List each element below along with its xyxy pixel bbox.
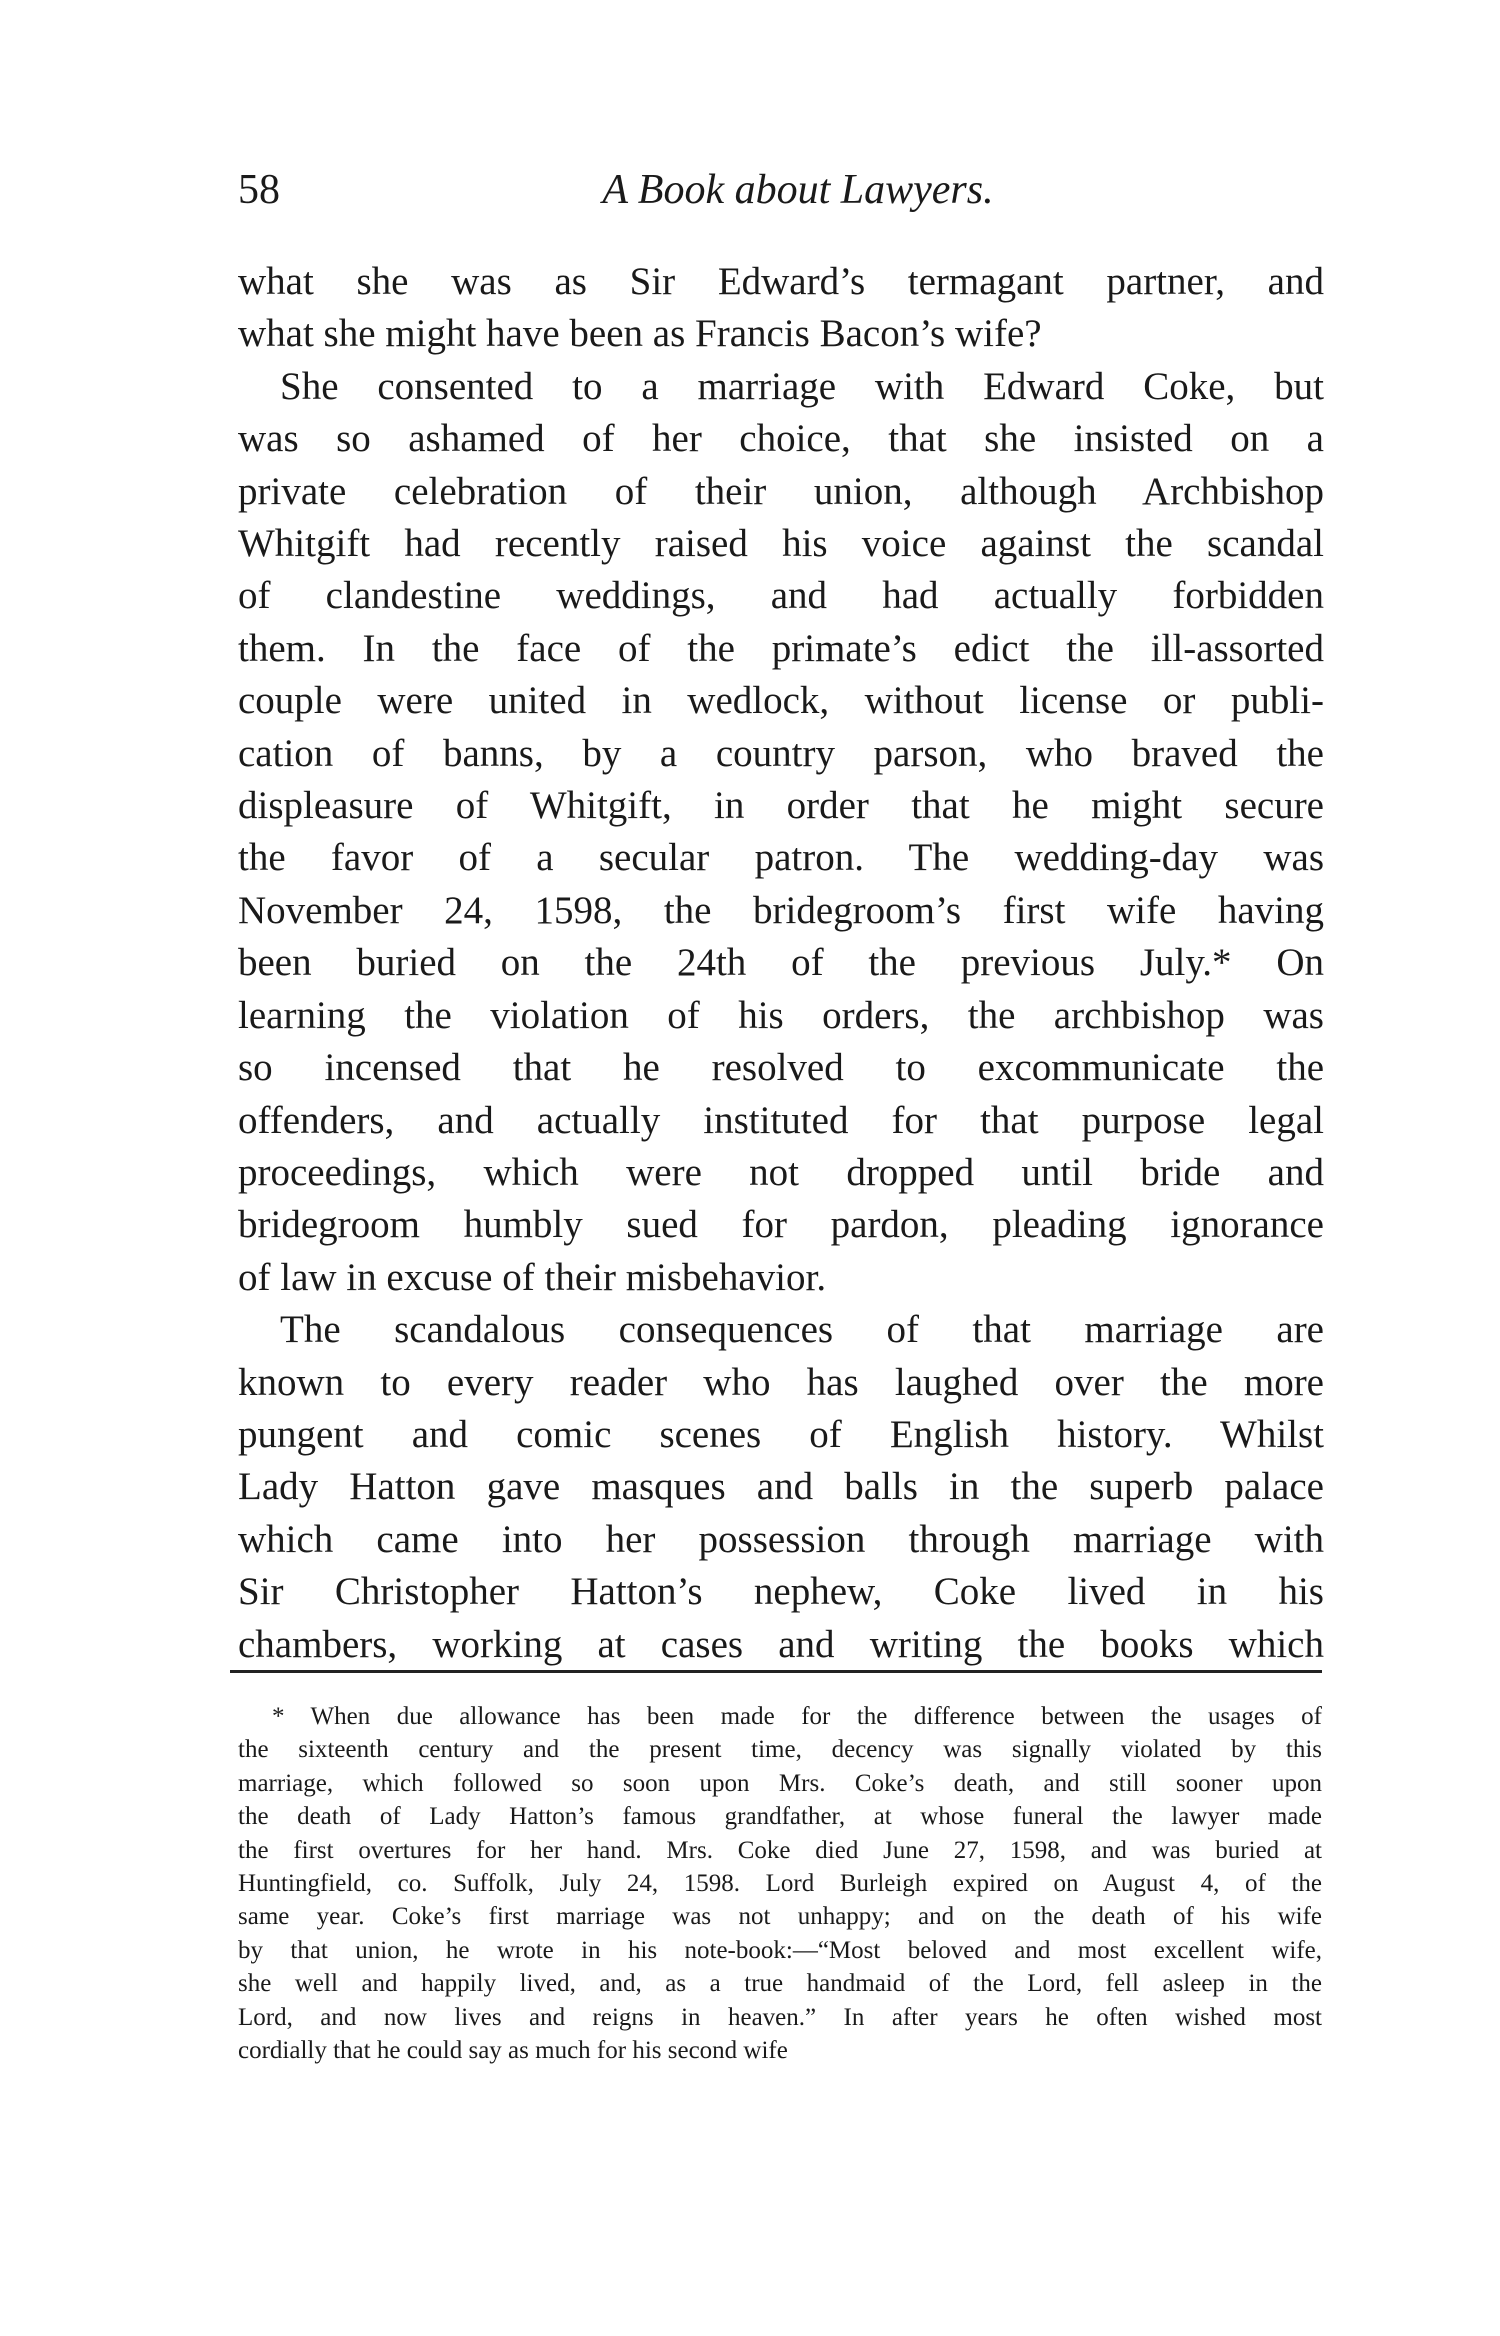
body-line: was so ashamed of her choice, that she insisted on a xyxy=(238,417,1324,461)
body-line: bridegroom humbly sued for pardon, pleading ignorance xyxy=(238,1203,1324,1247)
footnote-rule xyxy=(230,1670,1322,1673)
body-line: so incensed that he resolved to excommunicate the xyxy=(238,1046,1324,1090)
footnote-line: the sixteenth century and the present time, decency was signally violated by this xyxy=(238,1736,1322,1764)
paragraph-1-continued xyxy=(238,256,1324,361)
running-head xyxy=(238,160,1318,220)
body-text xyxy=(238,256,1324,1671)
body-line: learning the violation of his orders, the archbishop was xyxy=(238,993,1324,1037)
footnote-line: Huntingfield, co. Suffolk, July 24, 1598. Lord Burleigh expired on August 4, of the xyxy=(238,1870,1322,1898)
footnote-line: she well and happily lived, and, as a true handmaid of the Lord, fell asleep in the xyxy=(238,1970,1322,1998)
footnote-line: same year. Coke’s first marriage was not unhappy; and on the death of his wife xyxy=(238,1903,1322,1931)
body-line: Sir Christopher Hatton’s nephew, Coke lived in his xyxy=(238,1570,1324,1614)
body-line: them. In the face of the primate’s edict the ill-assorted xyxy=(238,626,1324,670)
footnote-line: cordially that he could say as much for his second wife xyxy=(238,2037,788,2065)
body-line: couple were united in wedlock, without license or publi- xyxy=(238,679,1324,723)
body-line: which came into her possession through marriage with xyxy=(238,1517,1324,1561)
body-line: cation of banns, by a country parson, who braved the xyxy=(238,731,1324,775)
paragraph-3 xyxy=(238,1304,1324,1671)
body-line: She consented to a marriage with Edward Coke, but xyxy=(280,364,1324,408)
footnote xyxy=(238,1700,1322,2067)
footnote-line: by that union, he wrote in his note-book:—“Most beloved and most excellent wife, xyxy=(238,1936,1322,1964)
body-line: what she was as Sir Edward’s termagant partner, and xyxy=(238,260,1324,303)
body-line: of clandestine weddings, and had actually forbidden xyxy=(238,574,1324,618)
footnote-line: Lord, and now lives and reigns in heaven.” In after years he often wished most xyxy=(238,2003,1322,2031)
footnote-line: the first overtures for her hand. Mrs. Coke died June 27, 1598, and was buried at xyxy=(238,1836,1322,1864)
body-line: November 24, 1598, the bridegroom’s first wife having xyxy=(238,888,1324,932)
body-line: private celebration of their union, although Archbishop xyxy=(238,469,1324,513)
body-line: pungent and comic scenes of English history. Whilst xyxy=(238,1412,1324,1456)
footnote-line: marriage, which followed so soon upon Mrs. Coke’s death, and still sooner upon xyxy=(238,1769,1322,1797)
body-line: proceedings, which were not dropped until bride and xyxy=(238,1150,1324,1194)
body-line: displeasure of Whitgift, in order that he might secure xyxy=(238,784,1324,828)
body-line: been buried on the 24th of the previous July.* On xyxy=(238,941,1324,985)
body-line: The scandalous consequences of that marriage are xyxy=(280,1308,1324,1352)
footnote-line: * When due allowance has been made for the difference between the usages of xyxy=(272,1703,1322,1730)
body-line: Lady Hatton gave masques and balls in the superb palace xyxy=(238,1465,1324,1509)
body-line: Whitgift had recently raised his voice against the scandal xyxy=(238,522,1324,566)
body-line: offenders, and actually instituted for that purpose legal xyxy=(238,1098,1324,1142)
running-title: A Book about Lawyers. xyxy=(602,167,994,213)
page-number: 58 xyxy=(238,167,280,213)
body-line: what she might have been as Francis Bacon’s wife? xyxy=(238,312,1042,356)
body-line: known to every reader who has laughed over the more xyxy=(238,1360,1324,1404)
footnote-line: the death of Lady Hatton’s famous grandfather, at whose funeral the lawyer made xyxy=(238,1803,1322,1831)
paragraph-2 xyxy=(238,361,1324,1304)
body-line: of law in excuse of their misbehavior. xyxy=(238,1255,827,1299)
body-line: the favor of a secular patron. The wedding-day was xyxy=(238,836,1324,880)
body-line: chambers, working at cases and writing the books which xyxy=(238,1622,1324,1666)
